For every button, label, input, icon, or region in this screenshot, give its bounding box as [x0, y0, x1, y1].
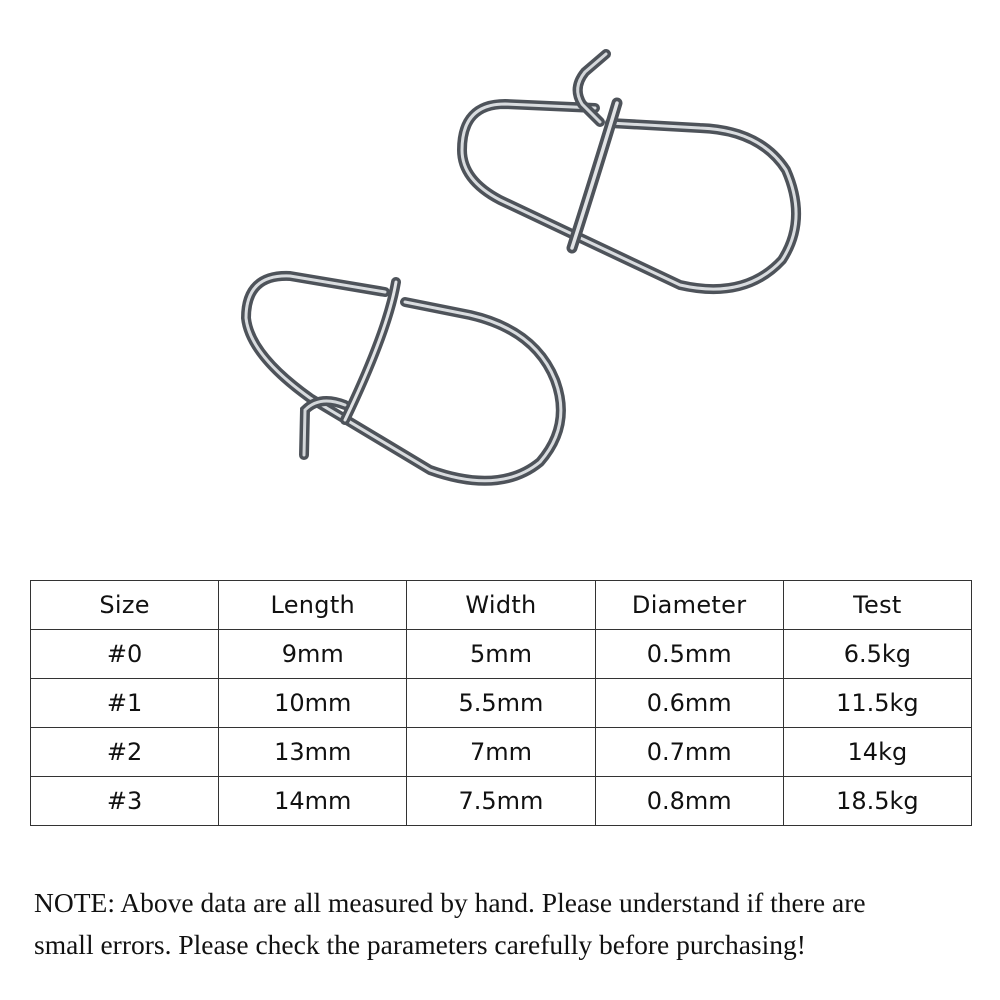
- cell-width: 5mm: [407, 630, 595, 679]
- cell-diameter: 0.7mm: [595, 728, 783, 777]
- cell-diameter: 0.5mm: [595, 630, 783, 679]
- header-length: Length: [219, 581, 407, 630]
- cell-test: 6.5kg: [783, 630, 971, 679]
- table-row: [31, 777, 972, 826]
- note-line-1: NOTE: Above data are all measured by hand. Please understand if there are: [34, 887, 866, 918]
- cell-test: 18.5kg: [783, 777, 971, 826]
- measurement-note: [34, 882, 984, 966]
- header-width: Width: [407, 581, 595, 630]
- snap-icon: [462, 54, 796, 289]
- cell-width: 7.5mm: [407, 777, 595, 826]
- cell-size: #2: [31, 728, 219, 777]
- cell-length: 13mm: [219, 728, 407, 777]
- cell-length: 9mm: [219, 630, 407, 679]
- cell-width: 7mm: [407, 728, 595, 777]
- cell-width: 5.5mm: [407, 679, 595, 728]
- header-test: Test: [783, 581, 971, 630]
- cell-size: #1: [31, 679, 219, 728]
- table-row: [31, 728, 972, 777]
- cell-test: 11.5kg: [783, 679, 971, 728]
- cell-diameter: 0.8mm: [595, 777, 783, 826]
- header-size: Size: [31, 581, 219, 630]
- cell-test: 14kg: [783, 728, 971, 777]
- note-line-2: small errors. Please check the parameters carefully before purchasing!: [34, 929, 806, 960]
- table-row: [31, 679, 972, 728]
- cell-size: #3: [31, 777, 219, 826]
- table-row: [31, 630, 972, 679]
- cell-size: #0: [31, 630, 219, 679]
- cell-length: 14mm: [219, 777, 407, 826]
- header-diameter: Diameter: [595, 581, 783, 630]
- cell-diameter: 0.6mm: [595, 679, 783, 728]
- cell-length: 10mm: [219, 679, 407, 728]
- spec-table: [30, 580, 972, 826]
- snap-icon: [246, 276, 561, 481]
- table-header-row: [31, 581, 972, 630]
